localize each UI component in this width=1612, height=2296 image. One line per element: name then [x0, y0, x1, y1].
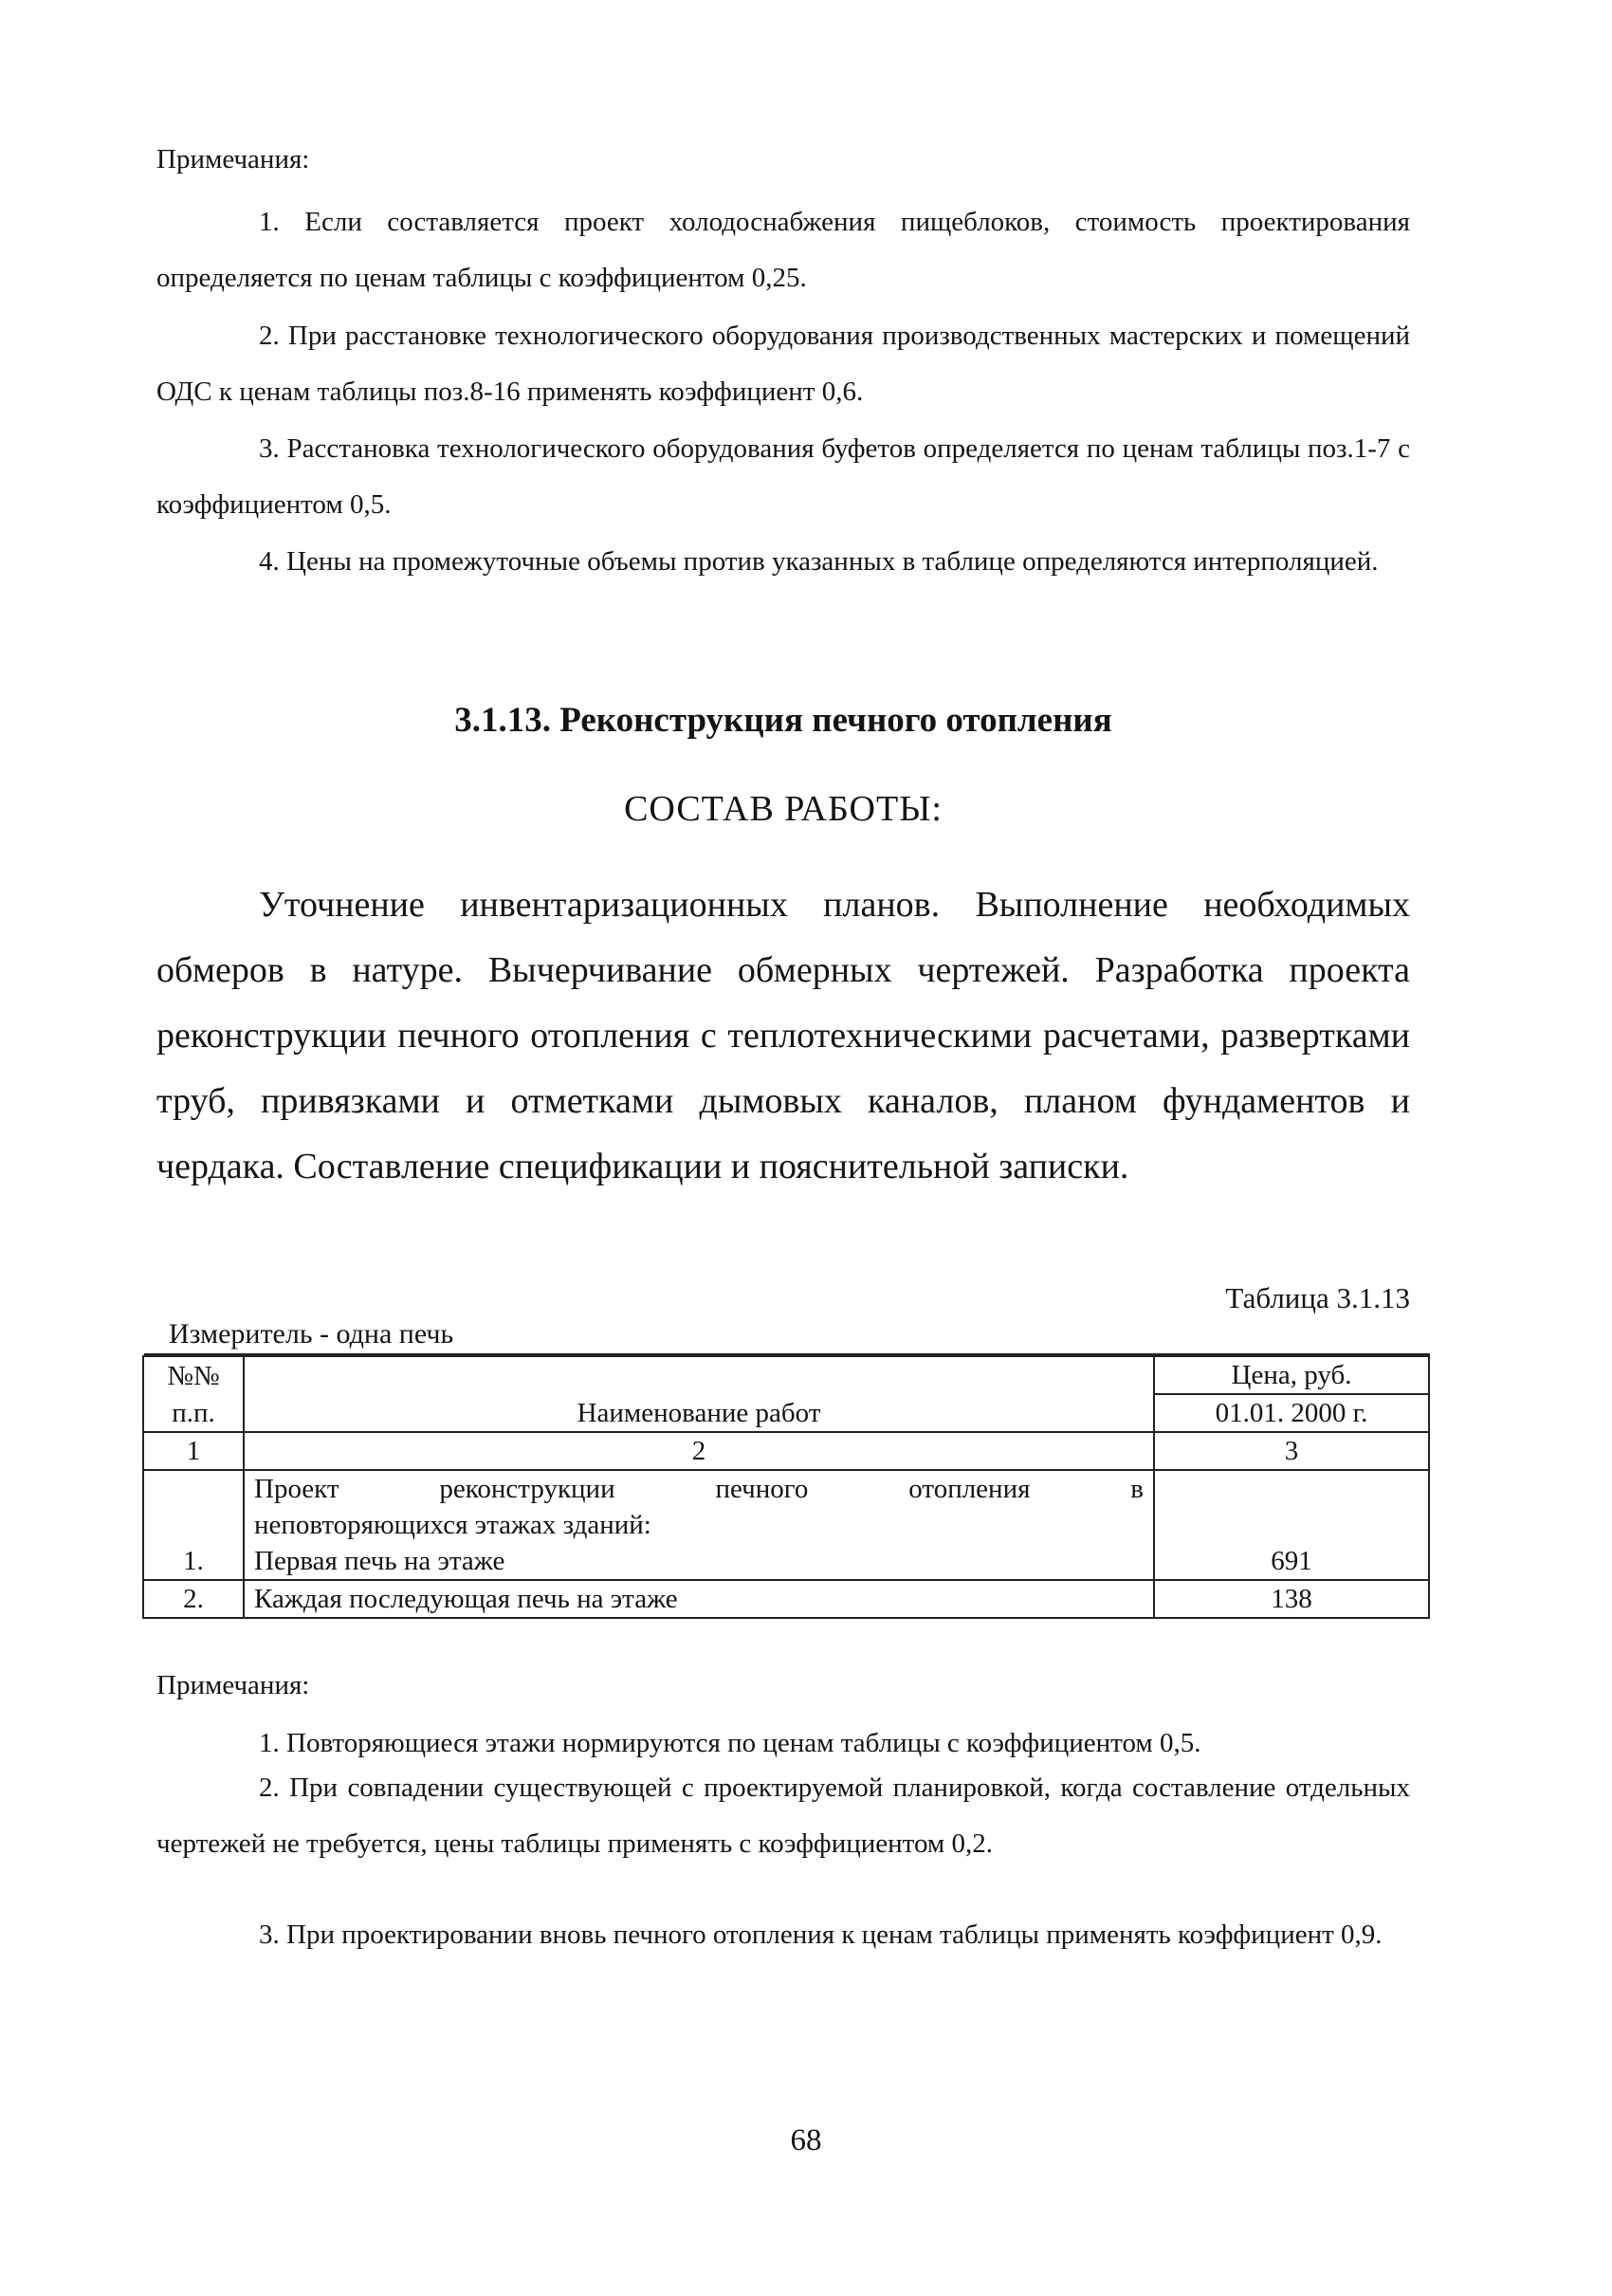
table-row — [143, 1580, 1429, 1618]
group-title — [244, 1470, 1154, 1543]
table-header-row-2 — [143, 1394, 1429, 1432]
group-title-line1: Проект реконструкции печного отопления в — [254, 1474, 1144, 1504]
page-number: 68 — [790, 2123, 822, 2158]
section-title: 3.1.13. Реконструкция печного отопления — [454, 701, 1112, 740]
note-text: 1. Повторяющиеся этажи нормируются по ценам таблицы с коэффициентом 0,5. — [259, 1728, 1201, 1758]
notes-top — [156, 140, 1410, 178]
header-num-line1: №№ — [143, 1356, 244, 1394]
column-number-2: 2 — [244, 1432, 1154, 1470]
group-title-line2: неповторяющихся этажах зданий: — [254, 1510, 651, 1540]
notes-top-item-3 — [156, 421, 1410, 533]
table-header-row-1 — [143, 1356, 1429, 1394]
header-name-spacer — [244, 1356, 1154, 1394]
header-name: Наименование работ — [244, 1394, 1154, 1432]
note-text: 3. При проектировании вновь печного отопления к ценам таблицы применять коэффициент 0,9. — [259, 1919, 1383, 1950]
group-num-empty — [143, 1470, 244, 1543]
row-name: Первая печь на этаже — [244, 1543, 1154, 1580]
note-text: 3. Расстановка технологического оборудования буфетов определяется по ценам таблицы поз.1-7 с коэффициентом 0,5. — [156, 433, 1410, 520]
price-table — [142, 1355, 1430, 1619]
column-number-1: 1 — [143, 1432, 244, 1470]
notes-bottom-heading: Примечания: — [156, 1670, 310, 1700]
row-num: 1. — [143, 1543, 244, 1580]
row-price: 138 — [1154, 1580, 1429, 1618]
work-composition-heading: СОСТАВ РАБОТЫ: — [624, 789, 943, 829]
table-caption: Таблица 3.1.13 — [1225, 1281, 1410, 1314]
row-num: 2. — [143, 1580, 244, 1618]
note-text: 2. При расстановке технологического оборудования производственных мастерских и помещений ОДС к ценам таблицы поз.8-16 применять коэффициент 0,6. — [156, 321, 1410, 407]
notes-top-item-2 — [156, 308, 1410, 420]
work-composition-text — [156, 872, 1410, 1200]
header-price-line1: Цена, руб. — [1154, 1356, 1429, 1394]
note-text: 2. При совпадении существующей с проектируемой планировкой, когда составление отдельных чертежей не требуется, цены таблицы применять с коэффициентом 0,2. — [156, 1773, 1410, 1859]
table-column-numbers-row — [143, 1432, 1429, 1470]
row-price: 691 — [1154, 1543, 1429, 1580]
table-group-title-row — [143, 1470, 1429, 1543]
table-row — [143, 1543, 1429, 1580]
note-text: 1. Если составляется проект холодоснабжения пищеблоков, стоимость проектирования определяется по ценам таблицы с коэффициентом 0,25. — [156, 207, 1410, 293]
notes-top-item-4 — [156, 534, 1410, 590]
group-price-empty — [1154, 1470, 1429, 1543]
notes-top-heading: Примечания: — [156, 144, 310, 174]
notes-bottom-item-3 — [156, 1907, 1410, 1963]
notes-bottom — [156, 1666, 1410, 1704]
table-measure: Измеритель - одна печь — [169, 1318, 454, 1350]
header-num-line2: п.п. — [143, 1394, 244, 1432]
note-text: 4. Цены на промежуточные объемы против указанных в таблице определяются интерполяцией. — [259, 546, 1379, 577]
notes-bottom-item-2 — [156, 1760, 1410, 1872]
notes-top-item-1 — [156, 194, 1410, 306]
header-price-line2: 01.01. 2000 г. — [1154, 1394, 1429, 1432]
column-number-3: 3 — [1154, 1432, 1429, 1470]
work-text: Уточнение инвентаризационных планов. Выполнение необходимых обмеров в натуре. Вычерчивание обмерных чертежей. Разработка проекта реконструкции печного отопления с теплотехническими расчетами, развертками труб, привязками и отметками дымовых каналов, планом фундаментов и чердака. Составление спецификации и пояснительной записки. — [156, 885, 1410, 1186]
row-name: Каждая последующая печь на этаже — [244, 1580, 1154, 1618]
